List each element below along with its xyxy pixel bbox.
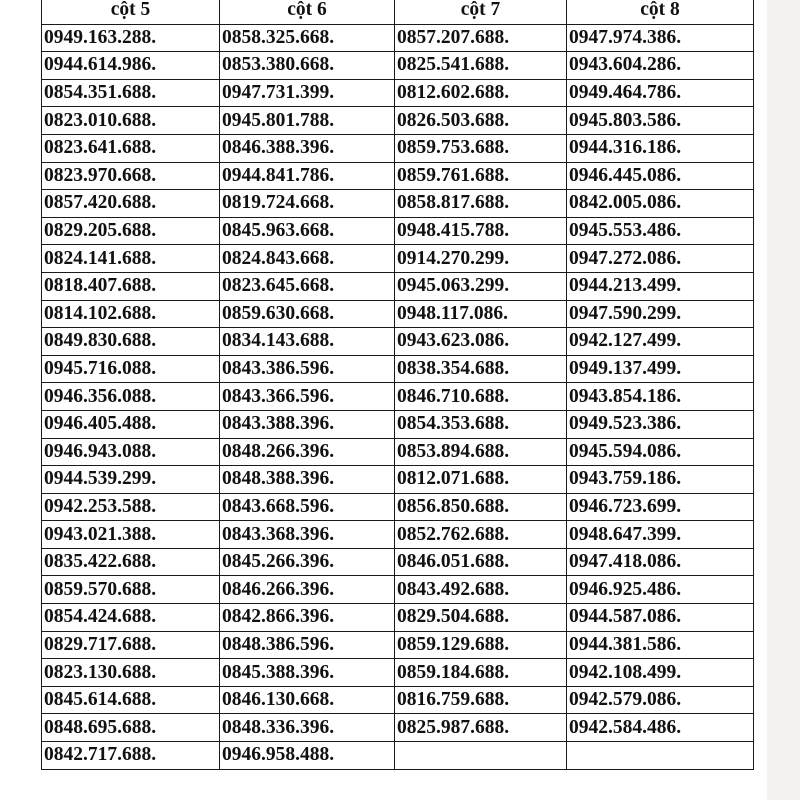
column-header-cot-8: cột 8 [567,0,754,24]
phone-number-cell: 0843.366.596. [220,383,395,411]
phone-number-cell: 0845.963.668. [220,217,395,245]
phone-number-cell: 0829.205.688. [42,217,220,245]
phone-number-cell: 0843.668.596. [220,493,395,521]
phone-number-cell: 0853.380.668. [220,52,395,80]
phone-number-cell: 0944.841.786. [220,162,395,190]
phone-number-cell: 0823.010.688. [42,107,220,135]
phone-number-cell: 0848.388.396. [220,466,395,494]
phone-number-cell: 0944.539.299. [42,466,220,494]
phone-number-cell: 0943.623.086. [395,328,567,356]
phone-number-cell: 0945.803.586. [567,107,754,135]
phone-number-cell: 0825.541.688. [395,52,567,80]
phone-number-cell: 0846.130.668. [220,686,395,714]
column-header-cot-7: cột 7 [395,0,567,24]
table-row [42,272,754,300]
phone-number-cell: 0944.316.186. [567,134,754,162]
phone-number-cell: 0943.759.186. [567,466,754,494]
phone-number-cell: 0945.801.788. [220,107,395,135]
phone-number-cell: 0942.584.486. [567,714,754,742]
column-header-cot-6: cột 6 [220,0,395,24]
phone-number-cell: 0826.503.688. [395,107,567,135]
phone-number-cell: 0846.051.688. [395,548,567,576]
table-row [42,107,754,135]
phone-number-cell: 0843.386.596. [220,355,395,383]
table-row [42,245,754,273]
phone-number-cell: 0945.594.086. [567,438,754,466]
table-row [42,162,754,190]
phone-number-cell: 0914.270.299. [395,245,567,273]
phone-number-cell: 0846.710.688. [395,383,567,411]
phone-number-cell: 0823.641.688. [42,134,220,162]
phone-number-cell: 0944.213.499. [567,272,754,300]
phone-number-cell: 0944.614.986. [42,52,220,80]
phone-number-cell: 0846.266.396. [220,576,395,604]
header-row [42,0,754,24]
phone-number-cell: 0944.381.586. [567,631,754,659]
phone-number-cell: 0947.272.086. [567,245,754,273]
phone-number-cell: 0858.325.668. [220,24,395,52]
phone-number-cell: 0845.266.396. [220,548,395,576]
phone-number-cell: 0856.850.688. [395,493,567,521]
phone-number-cell: 0944.587.086. [567,604,754,632]
phone-number-cell: 0943.604.286. [567,52,754,80]
phone-number-cell: 0843.368.396. [220,521,395,549]
phone-number-cell: 0946.925.486. [567,576,754,604]
phone-number-cell: 0838.354.688. [395,355,567,383]
table-row [42,521,754,549]
phone-number-cell: 0859.761.688. [395,162,567,190]
phone-number-cell: 0946.943.088. [42,438,220,466]
phone-number-cell: 0819.724.668. [220,190,395,218]
table-row [42,576,754,604]
phone-number-cell: 0949.163.288. [42,24,220,52]
phone-number-cell: 0812.602.688. [395,79,567,107]
phone-number-cell: 0949.523.386. [567,410,754,438]
phone-number-cell: 0842.717.688. [42,742,220,770]
phone-number-cell: 0859.184.688. [395,659,567,687]
table-row [42,52,754,80]
phone-number-cell: 0834.143.688. [220,328,395,356]
phone-number-cell: 0854.424.688. [42,604,220,632]
phone-number-cell: 0943.021.388. [42,521,220,549]
phone-number-cell: 0948.647.399. [567,521,754,549]
phone-number-cell: 0823.130.688. [42,659,220,687]
phone-number-cell: 0949.137.499. [567,355,754,383]
phone-number-cell: 0818.407.688. [42,272,220,300]
phone-number-cell: 0945.716.088. [42,355,220,383]
column-header-cot-5: cột 5 [42,0,220,24]
phone-number-cell: 0943.854.186. [567,383,754,411]
table-row [42,79,754,107]
phone-number-cell: 0845.388.396. [220,659,395,687]
table-row [42,355,754,383]
table-row [42,217,754,245]
table-row [42,328,754,356]
table-row [42,548,754,576]
phone-number-cell: 0845.614.688. [42,686,220,714]
phone-number-cell: 0848.336.396. [220,714,395,742]
phone-number-cell: 0823.645.668. [220,272,395,300]
phone-number-cell: 0823.970.668. [42,162,220,190]
phone-number-cell: 0947.731.399. [220,79,395,107]
phone-number-cell: 0942.253.588. [42,493,220,521]
phone-number-cell: 0846.388.396. [220,134,395,162]
phone-number-cell: 0859.630.668. [220,300,395,328]
phone-number-cell: 0942.108.499. [567,659,754,687]
phone-number-cell: 0852.762.688. [395,521,567,549]
background-margin [767,0,800,800]
phone-number-cell: 0949.464.786. [567,79,754,107]
table-row [42,24,754,52]
phone-number-cell: 0858.817.688. [395,190,567,218]
phone-number-cell: 0947.418.086. [567,548,754,576]
phone-number-cell: 0947.590.299. [567,300,754,328]
phone-number-cell: 0948.117.086. [395,300,567,328]
phone-number-cell: 0835.422.688. [42,548,220,576]
phone-number-cell: 0946.958.488. [220,742,395,770]
table-body [42,0,754,769]
table-row [42,714,754,742]
phone-number-cell: 0853.894.688. [395,438,567,466]
phone-number-cell: 0825.987.688. [395,714,567,742]
phone-number-cell: 0946.405.488. [42,410,220,438]
phone-number-cell: 0854.351.688. [42,79,220,107]
phone-number-cell: 0814.102.688. [42,300,220,328]
table-row [42,659,754,687]
phone-number-cell: 0848.386.596. [220,631,395,659]
phone-number-cell: 0829.504.688. [395,604,567,632]
table-row [42,604,754,632]
phone-number-cell: 0859.129.688. [395,631,567,659]
table-row [42,631,754,659]
phone-number-cell: 0859.753.688. [395,134,567,162]
phone-number-cell: 0842.005.086. [567,190,754,218]
table-row [42,742,754,770]
table-row [42,438,754,466]
phone-number-cell: 0812.071.688. [395,466,567,494]
phone-number-cell: 0857.207.688. [395,24,567,52]
phone-number-cell: 0824.843.668. [220,245,395,273]
phone-number-cell: 0948.415.788. [395,217,567,245]
phone-number-cell: 0848.266.396. [220,438,395,466]
table-row [42,466,754,494]
phone-number-cell: 0942.579.086. [567,686,754,714]
phone-number-cell: 0945.553.486. [567,217,754,245]
phone-number-cell: 0945.063.299. [395,272,567,300]
phone-number-cell: 0829.717.688. [42,631,220,659]
phone-number-cell: 0816.759.688. [395,686,567,714]
phone-number-cell: 0947.974.386. [567,24,754,52]
phone-number-cell: 0942.127.499. [567,328,754,356]
table-row [42,383,754,411]
phone-number-cell: 0859.570.688. [42,576,220,604]
table-row [42,134,754,162]
phone-number-cell: 0848.695.688. [42,714,220,742]
table-row [42,686,754,714]
phone-number-table [41,0,754,770]
phone-number-cell: 0946.445.086. [567,162,754,190]
table-row [42,493,754,521]
table-row [42,300,754,328]
phone-number-cell: 0946.356.088. [42,383,220,411]
phone-number-cell: 0843.492.688. [395,576,567,604]
phone-number-cell: 0842.866.396. [220,604,395,632]
phone-number-cell: 0854.353.688. [395,410,567,438]
phone-number-cell: 0857.420.688. [42,190,220,218]
phone-number-cell: 0843.388.396. [220,410,395,438]
phone-number-cell [567,742,754,770]
table-row [42,410,754,438]
table-row [42,190,754,218]
phone-number-cell: 0849.830.688. [42,328,220,356]
phone-number-cell [395,742,567,770]
phone-number-cell: 0824.141.688. [42,245,220,273]
phone-number-cell: 0946.723.699. [567,493,754,521]
